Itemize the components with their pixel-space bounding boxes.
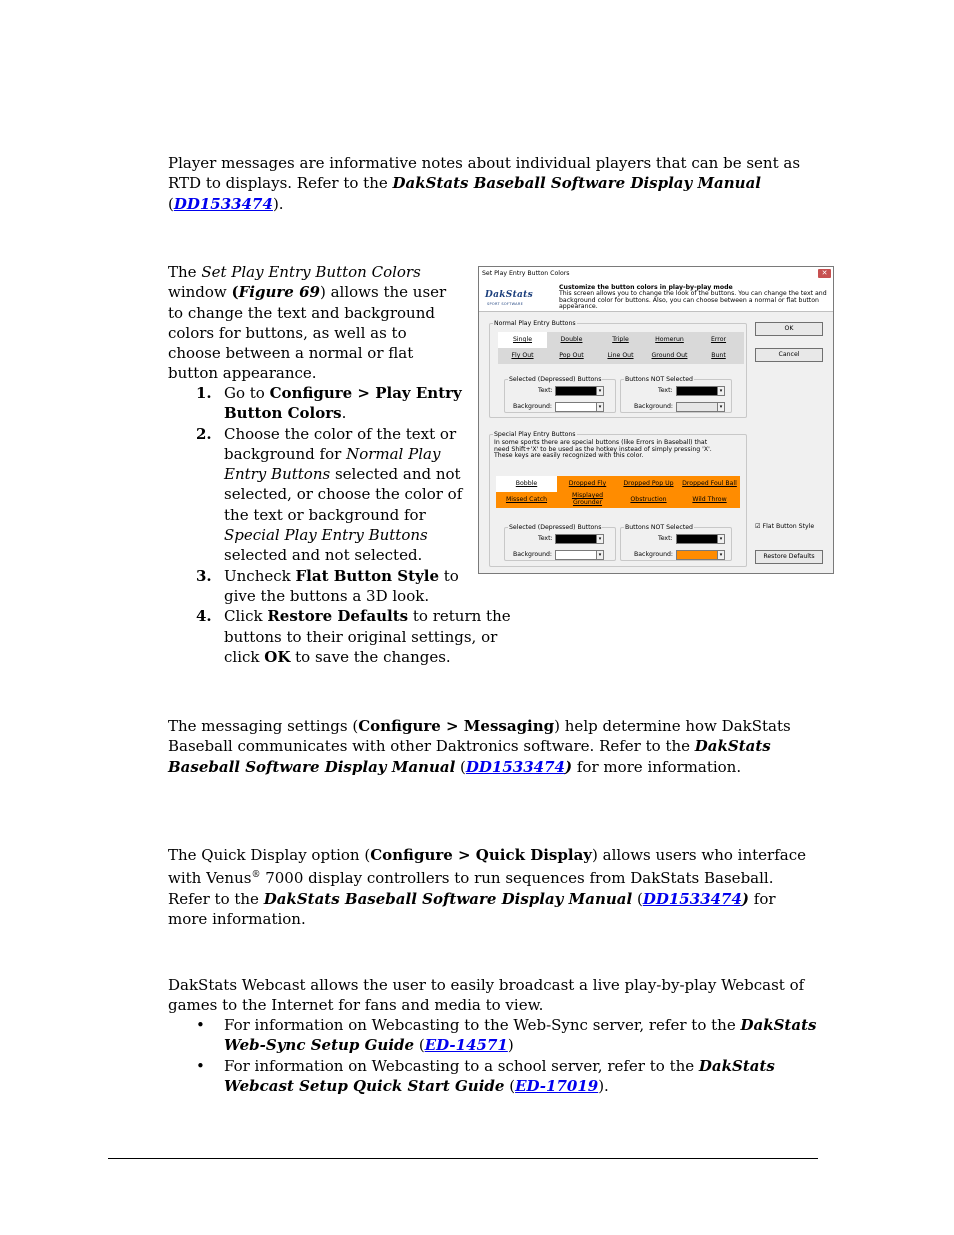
normal-not-selected-bg-color[interactable] — [676, 402, 718, 412]
normal-not-selected-group: Buttons NOT Selected Text: ▾ Background: ▾ — [620, 379, 732, 413]
normal-selected-group: Selected (Depressed) Buttons Text: ▾ Background: ▾ — [504, 379, 616, 413]
restore-defaults-button[interactable]: Restore Defaults — [755, 550, 823, 564]
chevron-down-icon[interactable]: ▾ — [717, 386, 725, 396]
bullet-item: • For information on Webcasting to a school server, refer to the DakStats Webcast Setup Quick Start Guide (ED-17019). — [196, 1056, 775, 1095]
quick-manual-title: DakStats Baseball Software Display Manual — [263, 889, 633, 908]
normal-button-error[interactable]: Error — [710, 336, 727, 343]
special-button-obstruction[interactable]: Obstruction — [630, 496, 667, 503]
normal-button-homerun[interactable]: Homerun — [655, 336, 684, 343]
normal-button-pop-out[interactable]: Pop Out — [559, 352, 584, 359]
normal-not-selected-text-color[interactable] — [676, 386, 718, 396]
special-button-dropped-pop-up[interactable]: Dropped Pop Up — [623, 480, 674, 487]
step-item: 2. Choose the color of the text or background for Normal Play Entry Buttons selected and not selected, or choose the color of the text or background for Special Play Entry Buttons selected and not selected. — [196, 424, 463, 565]
special-not-selected-bg-color[interactable] — [676, 550, 718, 560]
chevron-down-icon[interactable]: ▾ — [596, 386, 604, 396]
normal-button-line-out[interactable]: Line Out — [607, 352, 634, 359]
intro-dd-link[interactable]: DD1533474 — [173, 194, 273, 213]
dialog-header — [479, 281, 833, 312]
special-description: In some sports there are special buttons (like Errors in Baseball) that need Shift+'X' to be used as the hotkey instead of simply pressing 'X'. These keys are easily recognized with this color. — [494, 439, 712, 459]
flat-button-style-label: Flat Button Style — [762, 523, 815, 530]
flat-button-style-checkbox[interactable] — [755, 523, 814, 530]
webcast-bullets — [168, 1015, 818, 1096]
normal-button-double[interactable]: Double — [560, 336, 583, 343]
chevron-down-icon[interactable]: ▾ — [717, 402, 725, 412]
quick-display-paragraph: The Quick Display option (Configure > Quick Display) allows users who interface with Venus® 7000 display controllers to run sequences from DakStats Baseball. Refer to the DakStats Baseball Software Display Manual (DD1533474) for more information. — [168, 846, 806, 928]
dialog-titlebar — [479, 267, 833, 282]
websync-guide-link[interactable]: ED-14571 — [424, 1036, 508, 1055]
chevron-down-icon[interactable]: ▾ — [717, 550, 725, 560]
set-play-entry-colors-dialog — [478, 266, 834, 574]
header-title: Customize the button colors in play-by-play mode — [559, 284, 733, 291]
dakstats-logo: DakStats — [485, 290, 533, 300]
normal-button-single[interactable]: Single — [498, 332, 547, 348]
logo-tagline: SPORT SOFTWARE — [487, 302, 524, 306]
intro-paragraph: Player messages are informative notes about individual players that can be sent as RTD to displays. Refer to the DakStats Baseball Software Display Manual (DD1533474). — [168, 154, 801, 213]
special-button-bobble[interactable]: Bobble — [496, 476, 557, 492]
chevron-down-icon[interactable]: ▾ — [596, 534, 604, 544]
window-name: Set Play Entry Button Colors — [201, 263, 421, 281]
figure-reference: Figure 69 — [238, 283, 320, 302]
cancel-button[interactable]: Cancel — [755, 348, 823, 362]
special-button-missed-catch[interactable]: Missed Catch — [505, 496, 548, 503]
chevron-down-icon[interactable]: ▾ — [717, 534, 725, 544]
ok-button[interactable]: OK — [755, 322, 823, 336]
special-selected-group: Selected (Depressed) Buttons Text: ▾ Background: ▾ — [504, 527, 616, 561]
normal-selected-text-color[interactable] — [555, 386, 597, 396]
special-selected-text-color[interactable] — [555, 534, 597, 544]
footer-rule — [108, 1158, 818, 1159]
step-item: 3. Uncheck Flat Button Style to give the buttons a 3D look. — [196, 566, 459, 605]
button-colors-paragraph: The Set Play Entry Button Colors window (Figure 69) allows the user to change the text and background colors for buttons, as well as to choose between a normal or flat button appearance. — [168, 263, 447, 383]
webcast-paragraph: DakStats Webcast allows the user to easily broadcast a live play-by-play Webcast of games to the Internet for fans and media to view. — [168, 976, 805, 1015]
intro-manual-title: DakStats Baseball Software Display Manual — [392, 174, 761, 193]
special-button-dropped-fly[interactable]: Dropped Fly — [568, 480, 607, 487]
header-description: This screen allows you to change the look of the buttons. You can change the text and background color for buttons. Also, you can choose between a normal or flat button appearance. — [559, 290, 827, 310]
step-item: 4. Click Restore Defaults to return the buttons to their original settings, or click OK to save the changes. — [196, 607, 511, 666]
checkbox-checked-icon[interactable]: ☑ — [755, 523, 761, 530]
special-not-selected-group: Buttons NOT Selected Text: ▾ Background: ▾ — [620, 527, 732, 561]
normal-button-triple[interactable]: Triple — [612, 336, 629, 343]
normal-selected-bg-color[interactable] — [555, 402, 597, 412]
normal-button-fly-out[interactable]: Fly Out — [511, 352, 534, 359]
special-button-wild-throw[interactable]: Wild Throw — [692, 496, 727, 503]
intro-text: Player messages are informative notes about individual players that can be sent as RTD to displays. Refer to the — [168, 154, 801, 193]
special-button-misplayed-grounder[interactable]: Misplayed Grounder — [571, 492, 604, 506]
chevron-down-icon[interactable]: ▾ — [596, 550, 604, 560]
webcast-guide-link[interactable]: ED-17019 — [515, 1076, 599, 1095]
chevron-down-icon[interactable]: ▾ — [596, 402, 604, 412]
messaging-dd-link[interactable]: DD1533474 — [465, 757, 565, 776]
special-buttons-group: Special Play Entry Buttons In some sports there are special buttons (like Errors in Baseball) that need Shift+'X' to be used as the hotkey instead of simply pressing 'X'. These keys are easily recognized with this color. Bobble Dropped Fly Dropped Pop Up Dropped Foul Ball Missed Catch Misplayed Grounder Obstruction Wild Throw Selected (Depressed) Buttons Text: ▾ Background: ▾ Buttons NOT Selected Text: ▾ Background: ▾ — [489, 434, 747, 567]
normal-button-ground-out[interactable]: Ground Out — [651, 352, 688, 359]
messaging-manual-title: DakStats Baseball Software Display Manual — [168, 737, 771, 776]
special-button-dropped-foul-ball[interactable]: Dropped Foul Ball — [682, 480, 737, 487]
special-selected-bg-color[interactable] — [555, 550, 597, 560]
messaging-paragraph: The messaging settings (Configure > Messaging) help determine how DakStats Baseball communicates with other Daktronics software. Refer to the DakStats Baseball Software Display Manual (DD1533474) for more information. — [168, 717, 791, 776]
normal-buttons-group: Normal Play Entry Buttons Single Double Triple Homerun Error Fly Out Pop Out Line Out Ground Out Bunt Selected (Depressed) Buttons Text: ▾ Background: ▾ Buttons NOT Selected Text: ▾ Background: ▾ — [489, 323, 747, 418]
step-item: 1. Go to Configure > Play Entry Button Colors. — [196, 384, 462, 423]
normal-button-bunt[interactable]: Bunt — [711, 352, 726, 359]
bullet-item: • For information on Webcasting to the Web-Sync server, refer to the DakStats Web-Sync Setup Guide (ED-14571) — [196, 1016, 817, 1055]
close-icon[interactable]: ✕ — [818, 269, 831, 278]
special-not-selected-text-color[interactable] — [676, 534, 718, 544]
dialog-title: Set Play Entry Button Colors — [482, 270, 570, 277]
steps-list — [168, 383, 511, 667]
quick-dd-link[interactable]: DD1533474 — [642, 889, 742, 908]
